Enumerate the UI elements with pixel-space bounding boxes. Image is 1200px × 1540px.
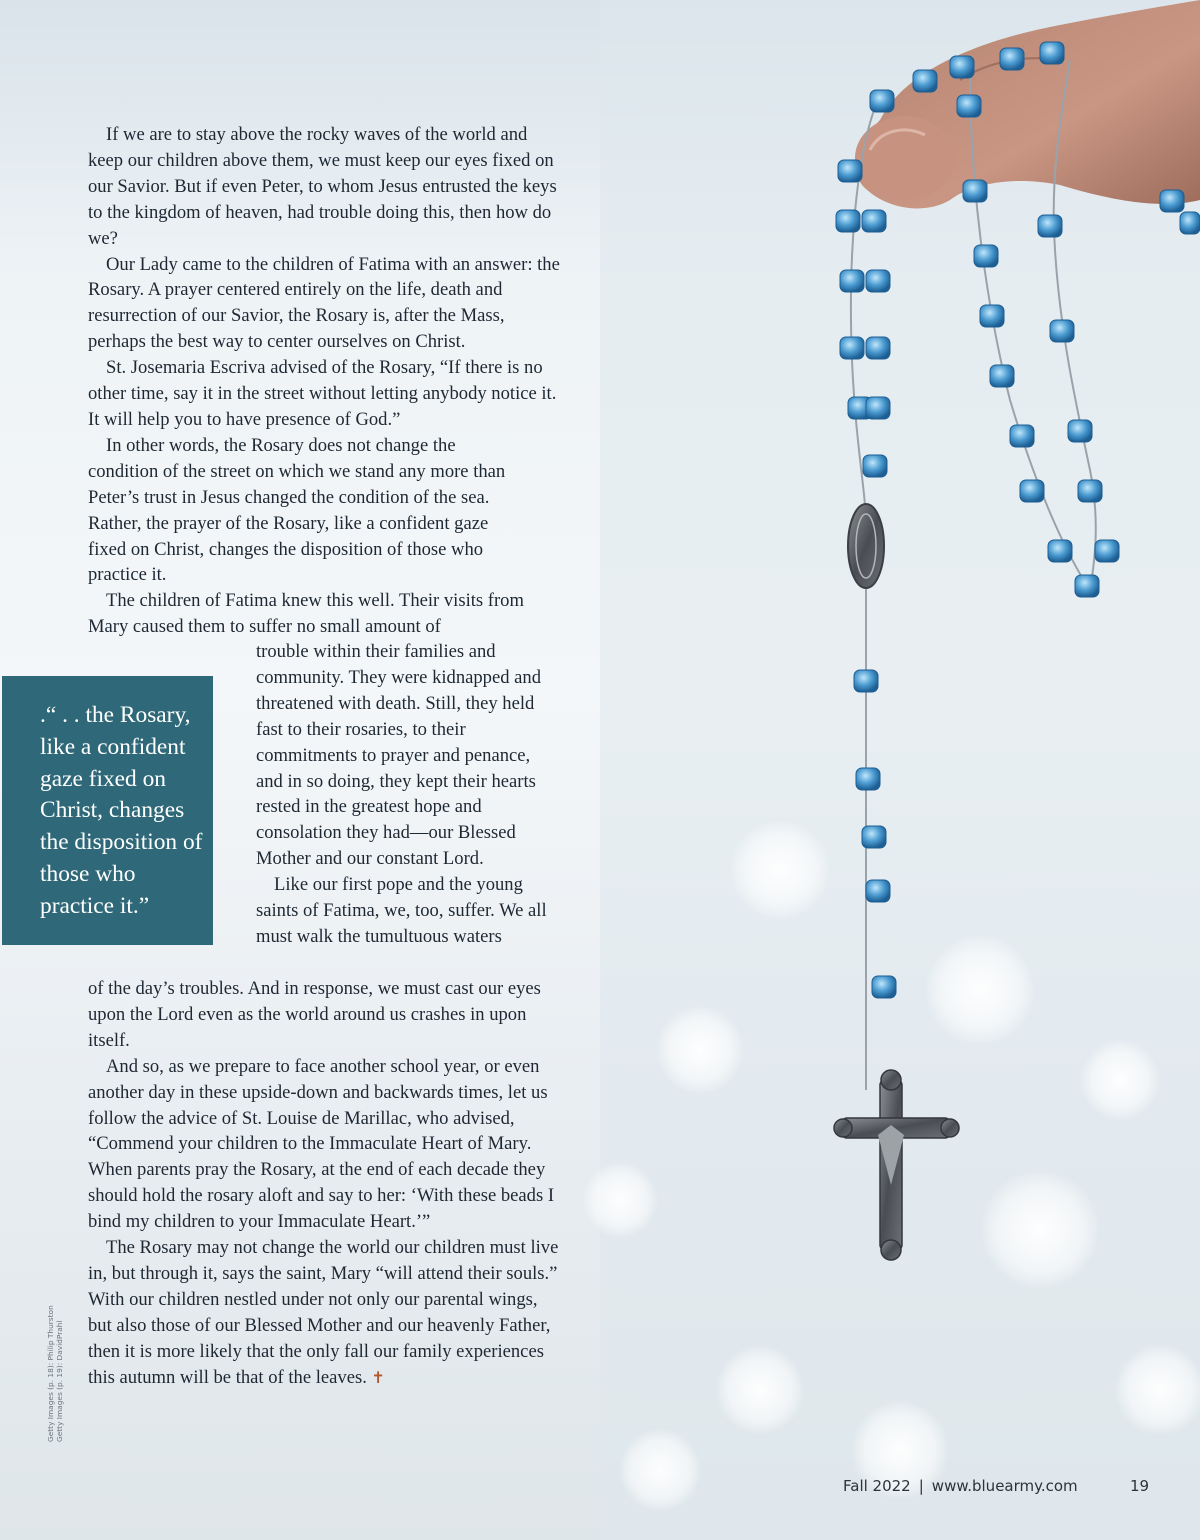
issue-label: Fall 2022 [843,1477,911,1495]
article-paragraph: St. Josemaria Escriva advised of the Rosary, “If there is no other time, say it in the street without letting anybody notice it. It will help you to have presence of God.” [88,357,557,430]
article-paragraph: The children of Fatima knew this well. Their visits from Mary caused them to suffer no small amount of [88,590,524,638]
pull-quote-box [2,676,213,945]
photo-credit-line: Getty Images (p. 19): DavidPrahl [55,1320,64,1442]
article-paragraph: trouble within their families and community. They were kidnapped and threatened with death. Still, they held fast to their rosaries, to their commitments to prayer and penance, and in so doing, they kept their hearts rested in the greatest hope and consolation they had—our Blessed Mother and our constant Lord. [256,641,542,870]
article-paragraph [88,1235,563,1390]
article-paragraph: Our Lady came to the children of Fatima with an answer: the Rosary. A prayer centered entirely on the life, death and resurrection of our Savior, the Rosary is, after the Mass, perhaps the best way to center ourselves on Christ. [88,253,560,353]
article-paragraph: Like our first pope and the young saints of Fatima, we, too, suffer. We all must walk the tumultuous waters [256,874,547,947]
pull-quote-text: .“ . . the Rosary, like a confident gaze fixed on Christ, changes the disposition of those who practice it.” [40,702,203,919]
photo-credit [46,1282,64,1442]
photo-credit-line: Getty Images (p. 18): Philip Thurston [46,1305,55,1442]
final-paragraph-text: The Rosary may not change the world our children must live in, but through it, says the saint, Mary “will attend their souls.” With our children nestled under not only our parental wings, but also those of our Blessed Mother and our heavenly Father, then it is more likely that the only fall our family experiences this autumn will be that of the leaves. [88,1237,559,1388]
article-paragraph: In other words, the Rosary does not change the condition of the street on which we stand any more than Peter’s trust in Jesus changed the condition of the sea. Rather, the prayer of the Rosary, like a confident gaze fixed on Christ, changes the disposition of those who practice it. [88,434,506,586]
article-column-wrap [256,639,561,950]
page-footer [843,1477,1078,1495]
article-column-top [88,122,563,640]
footer-separator: | [918,1477,924,1495]
article-column-bottom [88,976,563,1391]
website-link[interactable]: www.bluearmy.com [931,1477,1078,1495]
page-number: 19 [1130,1477,1150,1495]
cross-end-mark-icon: ✝ [371,1367,385,1387]
article-paragraph: If we are to stay above the rocky waves of the world and keep our children above them, we must keep our eyes fixed on our Savior. But if even Peter, to whom Jesus entrusted the keys to the kingdom of heaven, had trouble doing this, then how do we? [88,124,557,249]
article-paragraph: And so, as we prepare to face another school year, or even another day in these upside-down and backwards times, let us follow the advice of St. Louise de Marillac, who advised, “Commend your children to the Immaculate Heart of Mary. When parents pray the Rosary, at the end of each decade they should hold the rosary aloft and say to her: ‘With these beads I bind my children to your Immaculate Heart.’” [88,1055,555,1233]
article-paragraph: of the day’s troubles. And in response, we must cast our eyes upon the Lord even as the world around us crashes in upon itself. [88,978,541,1051]
